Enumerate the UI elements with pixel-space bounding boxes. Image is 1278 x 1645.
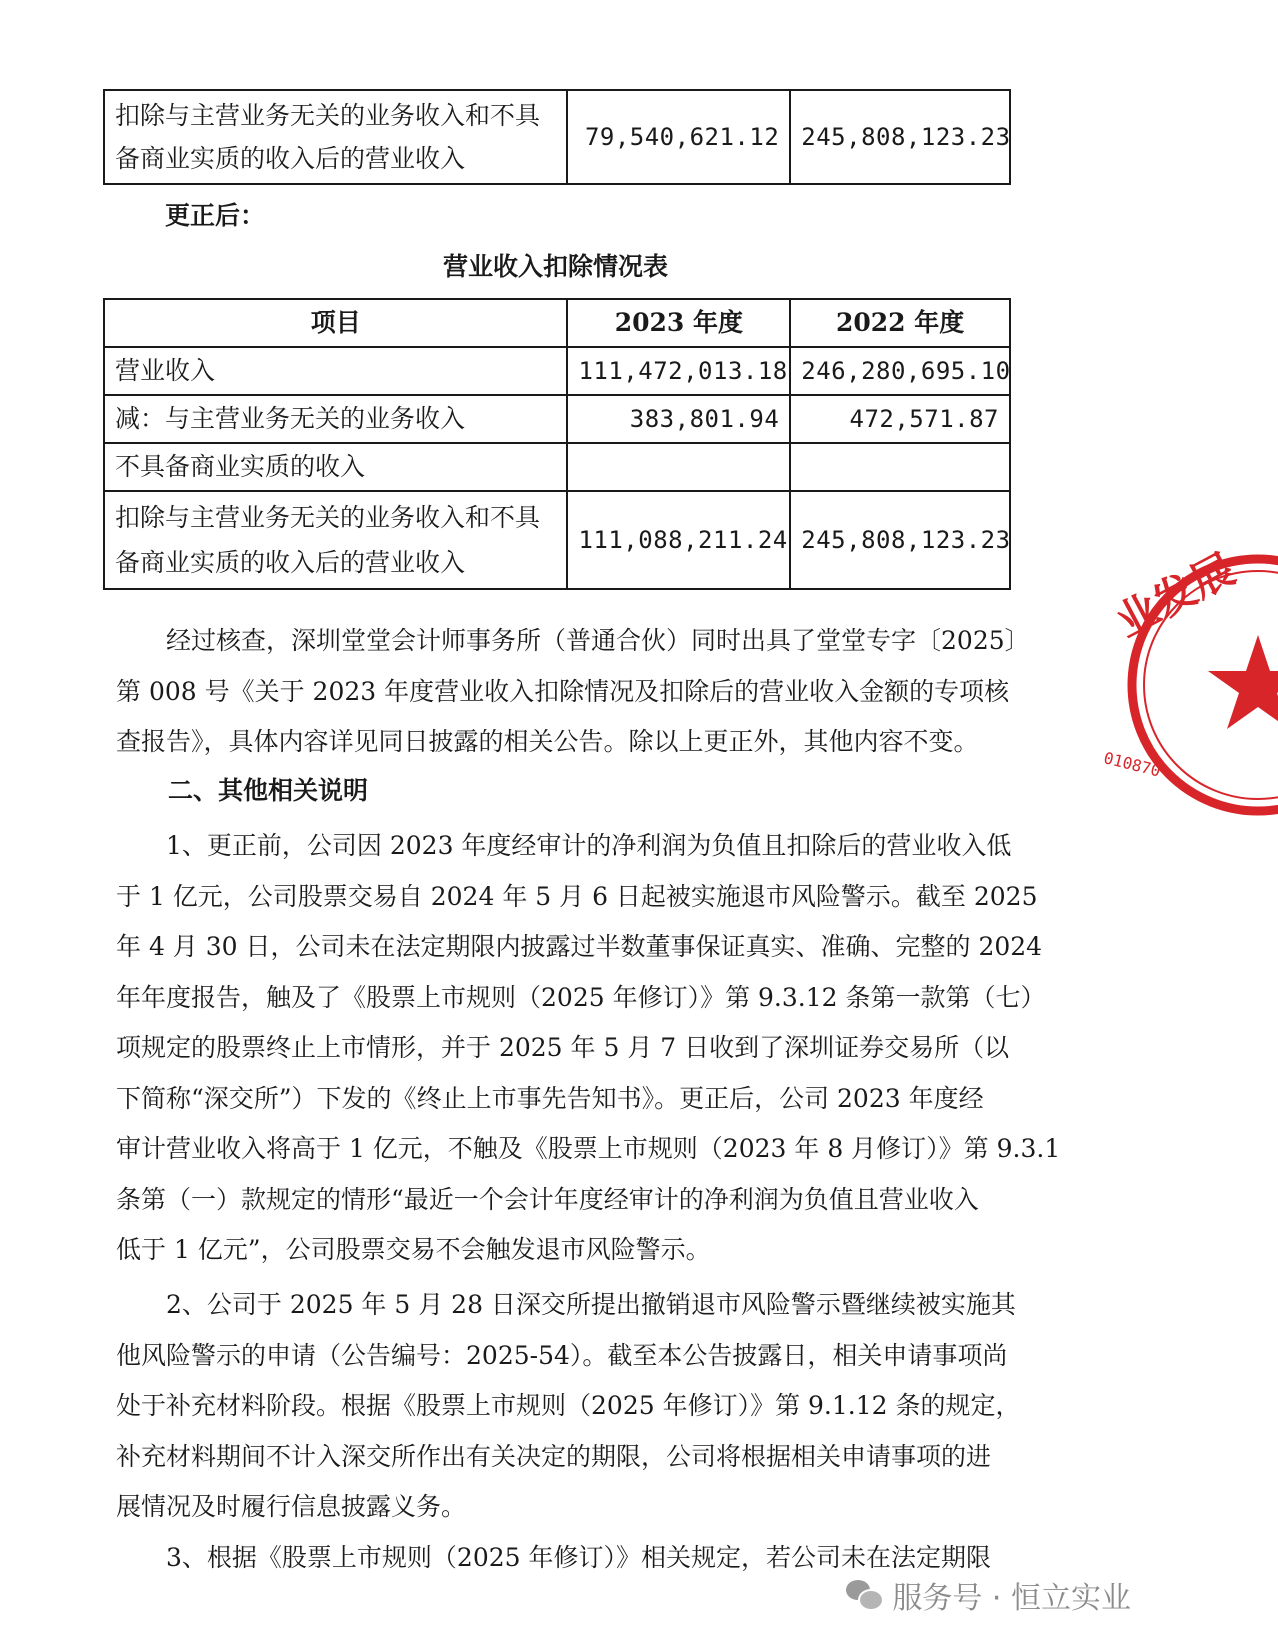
explanation-paragraph-1 [116, 821, 1061, 1276]
header-2023: 2023 年度 [567, 299, 790, 347]
header-item: 项目 [104, 299, 567, 347]
paragraph-line: 条第（一）款规定的情形“最近一个会计年度经审计的净利润为负值且营业收入 [116, 1184, 979, 1214]
header-2022: 2022 年度 [790, 299, 1010, 347]
company-seal-stamp [1101, 544, 1278, 815]
table-row [104, 347, 1010, 395]
value-2022: 245,808,123.23 [790, 491, 1010, 589]
row-label-line: 备商业实质的收入后的营业收入 [115, 548, 466, 577]
value-2022: 246,280,695.10 [790, 347, 1010, 395]
row-label: 不具备商业实质的收入 [104, 443, 567, 491]
row-label-line: 扣除与主营业务无关的业务收入和不具 [115, 503, 541, 532]
value-2022: 245,808,123.23 [790, 90, 1010, 184]
section-heading: 二、其他相关说明 [168, 776, 369, 805]
stamp-digits: 010870 [1101, 748, 1163, 781]
stamp-text: 业发展 [1107, 544, 1243, 647]
verification-paragraph [116, 616, 1030, 768]
paragraph-line: 查报告》，具体内容详见同日披露的相关公告。除以上更正外，其他内容不变。 [116, 727, 979, 756]
before-correction-table-fragment [103, 89, 1011, 185]
paragraph-line: 经过核查，深圳堂堂会计师事务所（普通合伙）同时出具了堂堂专字〔2025〕 [166, 626, 1030, 655]
value-2023 [567, 443, 790, 491]
row-label: 减：与主营业务无关的业务收入 [104, 395, 567, 443]
value-2023: 111,472,013.18 [567, 347, 790, 395]
paragraph-line: 补充材料期间不计入深交所作出有关决定的期限，公司将根据相关申请事项的进 [116, 1441, 992, 1471]
paragraph-line: 处于补充材料阶段。根据《股票上市规则（2025 年修订）》第 9.1.12 条的规定， [116, 1391, 1021, 1420]
paragraph-line: 他风险警示的申请（公告编号：2025-54）。截至本公告披露日，相关申请事项尚 [116, 1340, 1008, 1370]
paragraph-line: 项规定的股票终止上市情形，并于 2025 年 5 月 7 日收到了深圳证券交易所（以 [116, 1033, 1010, 1062]
paragraph-line: 下简称“深交所”）下发的《终止上市事先告知书》。更正后，公司 2023 年度经 [116, 1083, 984, 1113]
paragraph-line: 2、公司于 2025 年 5 月 28 日深交所提出撤销退市风险警示暨继续被实施其 [166, 1290, 1016, 1319]
value-2023: 383,801.94 [567, 395, 790, 443]
value-2023: 111,088,211.24 [567, 491, 790, 589]
row-label-line: 备商业实质的收入后的营业收入 [115, 144, 466, 173]
paragraph-line: 3、根据《股票上市规则（2025 年修订）》相关规定，若公司未在法定期限 [166, 1543, 991, 1572]
value-2022: 472,571.87 [790, 395, 1010, 443]
paragraph-line: 年年度报告，触及了《股票上市规则（2025 年修订）》第 9.3.12 条第一款第（七） [116, 982, 1046, 1012]
explanation-paragraph-2 [116, 1280, 1021, 1533]
watermark-text: 服务号 · 恒立实业 [892, 1581, 1131, 1616]
paragraph-line: 1、更正前，公司因 2023 年度经审计的净利润为负值且扣除后的营业收入低 [166, 831, 1012, 860]
row-label [104, 491, 567, 589]
paragraph-line: 低于 1 亿元”，公司股票交易不会触发退市风险警示。 [116, 1235, 711, 1264]
table-row [104, 491, 1010, 589]
paragraph-line: 展情况及时履行信息披露义务。 [116, 1492, 467, 1521]
row-label: 营业收入 [104, 347, 567, 395]
table-title: 营业收入扣除情况表 [443, 252, 669, 281]
paragraph-line: 审计营业收入将高于 1 亿元，不触及《股票上市规则（2023 年 8 月修订）》第 9.3.1 [116, 1134, 1061, 1163]
table-row [104, 90, 1010, 184]
revenue-deduction-table [103, 298, 1011, 590]
row-label-line: 扣除与主营业务无关的业务收入和不具 [115, 101, 541, 130]
value-2023: 79,540,621.12 [567, 90, 790, 184]
paragraph-line: 年 4 月 30 日，公司未在法定期限内披露过半数董事保证真实、准确、完整的 2024 [116, 932, 1043, 961]
after-correction-label: 更正后： [165, 201, 266, 230]
paragraph-line: 于 1 亿元，公司股票交易自 2024 年 5 月 6 日起被实施退市风险警示。截至 2025 [116, 881, 1038, 911]
wechat-icon [846, 1580, 882, 1610]
row-label [104, 90, 567, 184]
wechat-watermark [846, 1573, 1131, 1617]
table-row [104, 443, 1010, 491]
paragraph-line: 第 008 号《关于 2023 年度营业收入扣除情况及扣除后的营业收入金额的专项核 [116, 676, 1010, 706]
value-2022 [790, 443, 1010, 491]
table-header-row [104, 299, 1010, 347]
table-row [104, 395, 1010, 443]
